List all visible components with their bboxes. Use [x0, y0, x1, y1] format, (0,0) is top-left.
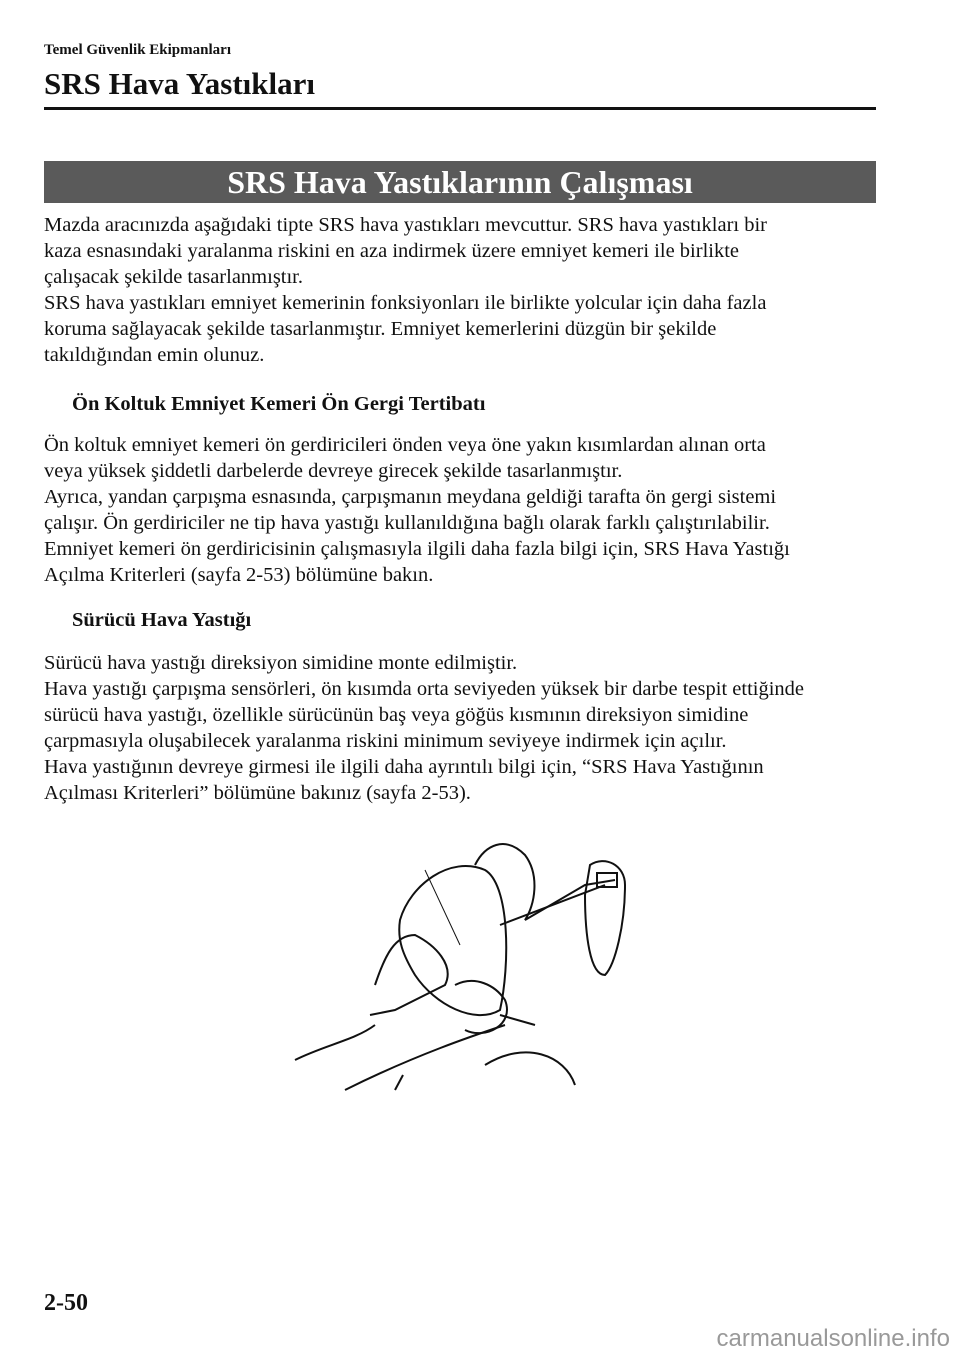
watermark: carmanualsonline.info: [716, 1325, 950, 1352]
page-title: SRS Hava Yastıkları: [44, 66, 316, 101]
subheading-driver-airbag: Sürücü Hava Yastığı: [72, 609, 252, 631]
intro-paragraph: Mazda aracınızda aşağıdaki tipte SRS hava yastıkları mevcuttur. SRS hava yastıkları bir kaza esnasındaki yaralanma riskini en aza indirmek üzere emniyet kemeri ile birlikte çalışacak şekilde tasarlanmıştır. SRS hava yastıkları emniyet kemerinin fonksiyonları ile birlikte yolcular için daha fazla koruma sağlayacak şekilde tasarlanmıştır. Emniyet kemerlerini düzgün bir şekilde takıldığından emin olunuz.: [44, 214, 768, 366]
section-header: Temel Güvenlik Ekipmanları: [44, 42, 231, 58]
subheading-pretensioner: Ön Koltuk Emniyet Kemeri Ön Gergi Tertibatı: [72, 393, 486, 415]
driver-airbag-illustration: [285, 825, 635, 1095]
header-rule: [44, 107, 876, 110]
pretensioner-paragraph: Ön koltuk emniyet kemeri ön gerdiricileri önden veya öne yakın kısımlardan alınan orta veya yüksek şiddetli darbelerde devreye girecek şekilde tasarlanmıştır. Ayrıca, yandan çarpışma esnasında, çarpışmanın meydana geldiği tarafta ön gergi sistemi çalışır. Ön gerdiriciler ne tip hava yastığı kullanıldığına bağlı olarak farklı çalıştırılabilir. Emniyet kemeri ön gerdiricisinin çalışmasıyla ilgili daha fazla bilgi için, SRS Hava Yastığı Açılma Kriterleri (sayfa 2-53) bölümüne bakın.: [44, 434, 790, 586]
page-number: 2-50: [44, 1290, 88, 1316]
driver-airbag-paragraph: Sürücü hava yastığı direksiyon simidine monte edilmiştir. Hava yastığı çarpışma sensörleri, ön kısımda orta seviyeden yüksek bir darbe tespit ettiğinde sürücü hava yastığı, özellikle sürücünün baş veya göğüs kısmının direksiyon simidine çarpmasıyla oluşabilecek yaralanma riskini minimum seviyeye indirmek için açılır. Hava yastığının devreye girmesi ile ilgili daha ayrıntılı bilgi için, “SRS Hava Yastığının Açılması Kriterleri” bölümüne bakınız (sayfa 2-53).: [44, 652, 805, 804]
section-banner: SRS Hava Yastıklarının Çalışması: [44, 161, 876, 203]
